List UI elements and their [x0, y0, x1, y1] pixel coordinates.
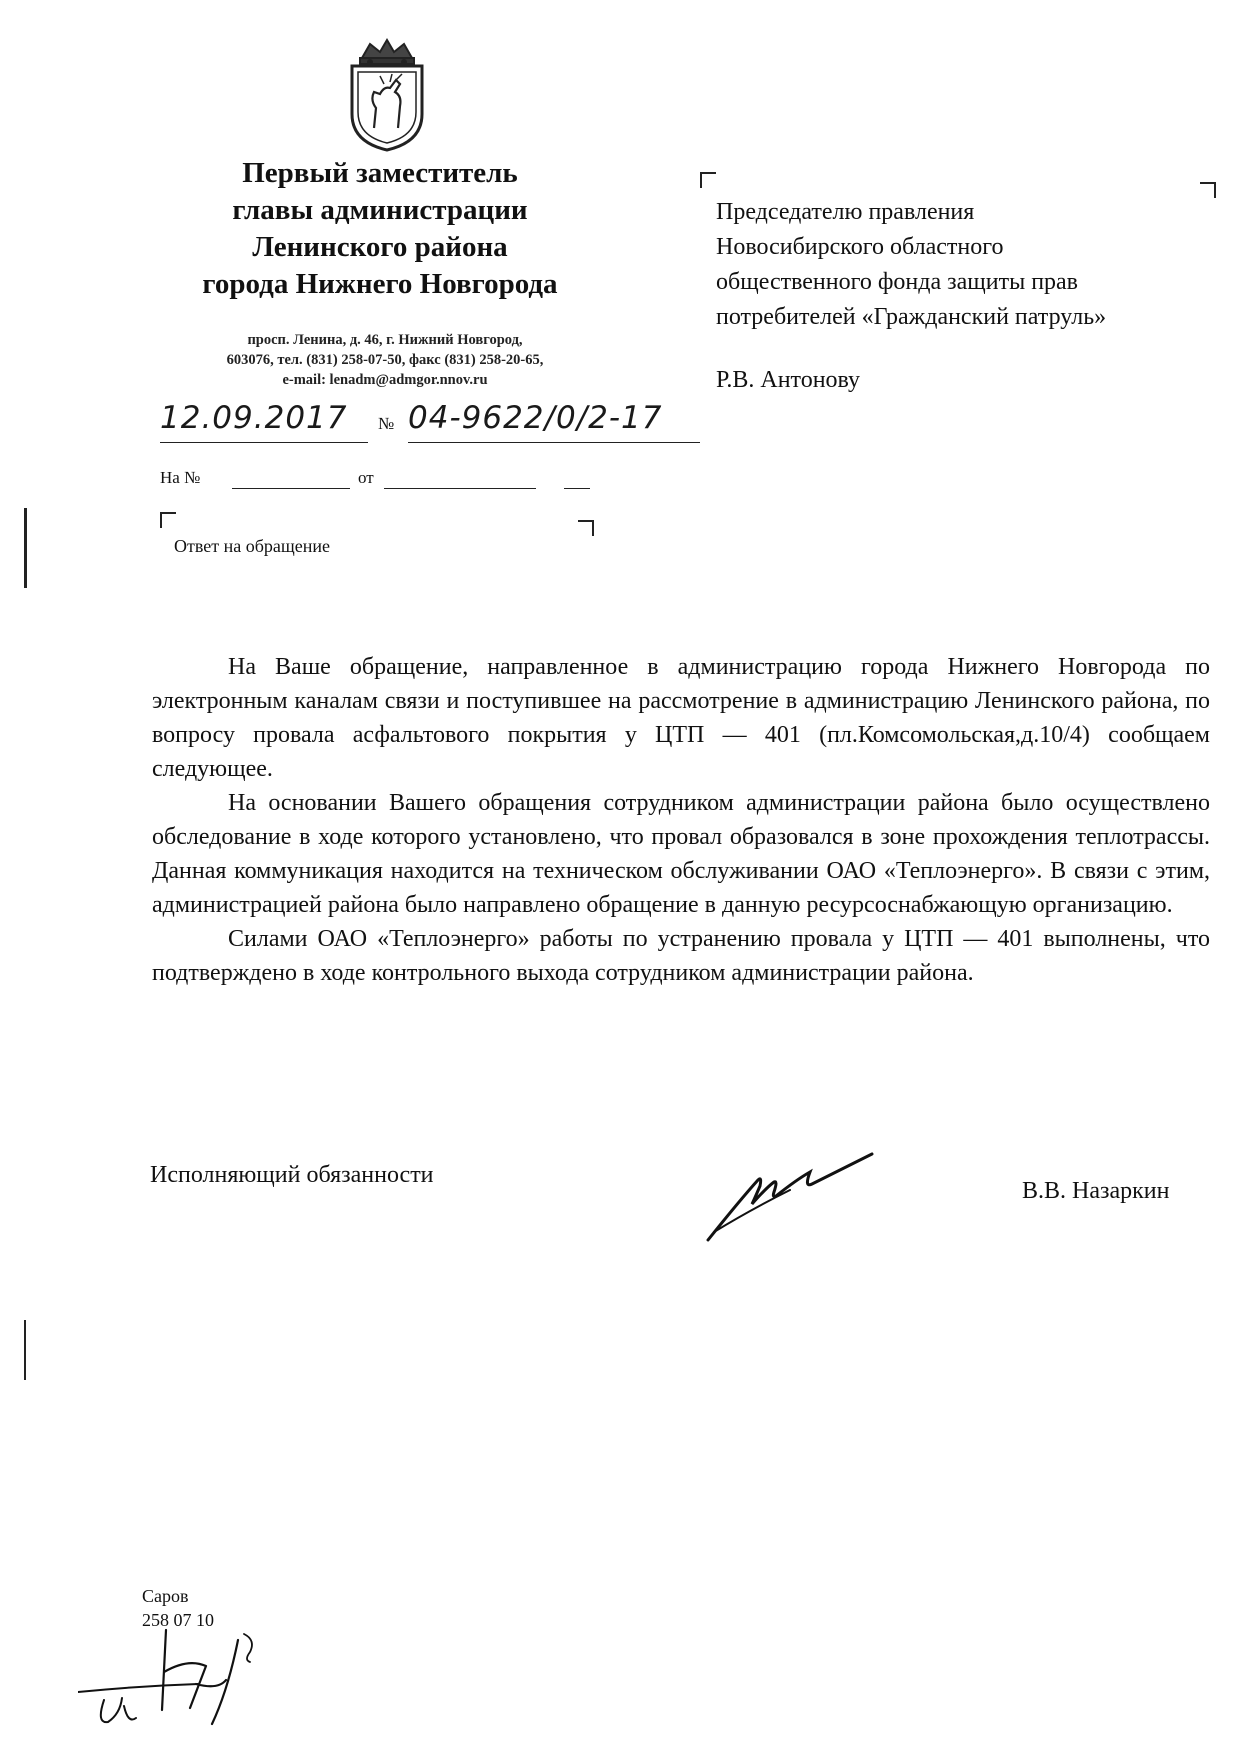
executor-name: Саров — [142, 1586, 189, 1606]
organization-title-line: Ленинского района — [252, 231, 508, 263]
organization-title-line: Первый заместитель — [242, 157, 518, 189]
organization-title — [140, 155, 620, 303]
reference-from-label: от — [358, 468, 374, 487]
letter-body — [152, 650, 1210, 990]
date-underline — [160, 442, 368, 443]
reference-line — [160, 468, 600, 498]
addressee-line: Новосибирского областного — [716, 234, 1004, 260]
subject-corner-mark — [160, 512, 176, 528]
reference-number-blank — [232, 488, 350, 489]
scan-margin-mark — [24, 1320, 26, 1380]
reference-date-blank — [384, 488, 536, 489]
body-paragraph: Силами ОАО «Теплоэнерго» работы по устранению провала у ЦТП — 401 выполнены, что подтверждено в ходе контрольного выхода сотрудником администрации района. — [152, 926, 1210, 986]
registration-line — [160, 400, 700, 450]
body-paragraph: На основании Вашего обращения сотрудником администрации района было осуществлено обследование в ходе которого установлено, что провал образовался в зоне прохождения теплотрассы. Данная коммуникация находится на техническом обслуживании ОАО «Теплоэнерго». В связи с этим, администрацией района было направлено обращение в данную ресурсоснабжающую организацию. — [152, 790, 1210, 918]
registration-number-label: № — [378, 414, 395, 433]
registration-date: 12.09.2017 — [160, 400, 348, 436]
addressee-line: Председателю правления — [716, 199, 975, 225]
signatory-position: Исполняющий обязанности — [150, 1162, 434, 1188]
organization-contacts — [170, 330, 600, 390]
organization-title-line: главы администрации — [232, 194, 528, 226]
body-paragraph: На Ваше обращение, направленное в администрацию города Нижнего Новгорода по электронным каналам связи и поступившее на рассмотрение в администрацию Ленинского района, по вопросу провала асфальтового покрытия у ЦТП — 401 (пл.Комсомольская,д.10/4) сообщаем следующее. — [152, 654, 1210, 782]
reference-extra-blank — [564, 488, 590, 489]
registration-number: 04-9622/0/2-17 — [408, 400, 663, 436]
reference-number-label: На № — [160, 468, 201, 487]
contact-email: e-mail: lenadm@admgor.nnov.ru — [282, 372, 488, 388]
organization-title-line: города Нижнего Новгорода — [202, 268, 558, 300]
number-underline — [408, 442, 700, 443]
handwritten-signature — [700, 1140, 880, 1250]
signatory-name: В.В. Назаркин — [1022, 1178, 1170, 1204]
subject-corner-mark — [578, 520, 594, 536]
scan-margin-mark — [24, 508, 27, 588]
addressee-line: потребителей «Гражданский патруль» — [716, 304, 1107, 330]
coat-of-arms-icon — [340, 36, 434, 154]
executor-phone: 258 07 10 — [142, 1610, 214, 1630]
handwritten-initials — [78, 1600, 278, 1730]
addressee-corner-mark — [700, 172, 716, 188]
contact-address: просп. Ленина, д. 46, г. Нижний Новгород, — [247, 332, 523, 348]
addressee-corner-mark — [1200, 182, 1216, 198]
letter-subject: Ответ на обращение — [174, 536, 330, 556]
addressee-name: Р.В. Антонову — [716, 367, 861, 393]
contact-phone: 603076, тел. (831) 258-07-50, факс (831) 258-20-65, — [226, 352, 544, 368]
addressee-block — [716, 195, 1106, 335]
addressee-line: общественного фонда защиты прав — [716, 269, 1079, 295]
